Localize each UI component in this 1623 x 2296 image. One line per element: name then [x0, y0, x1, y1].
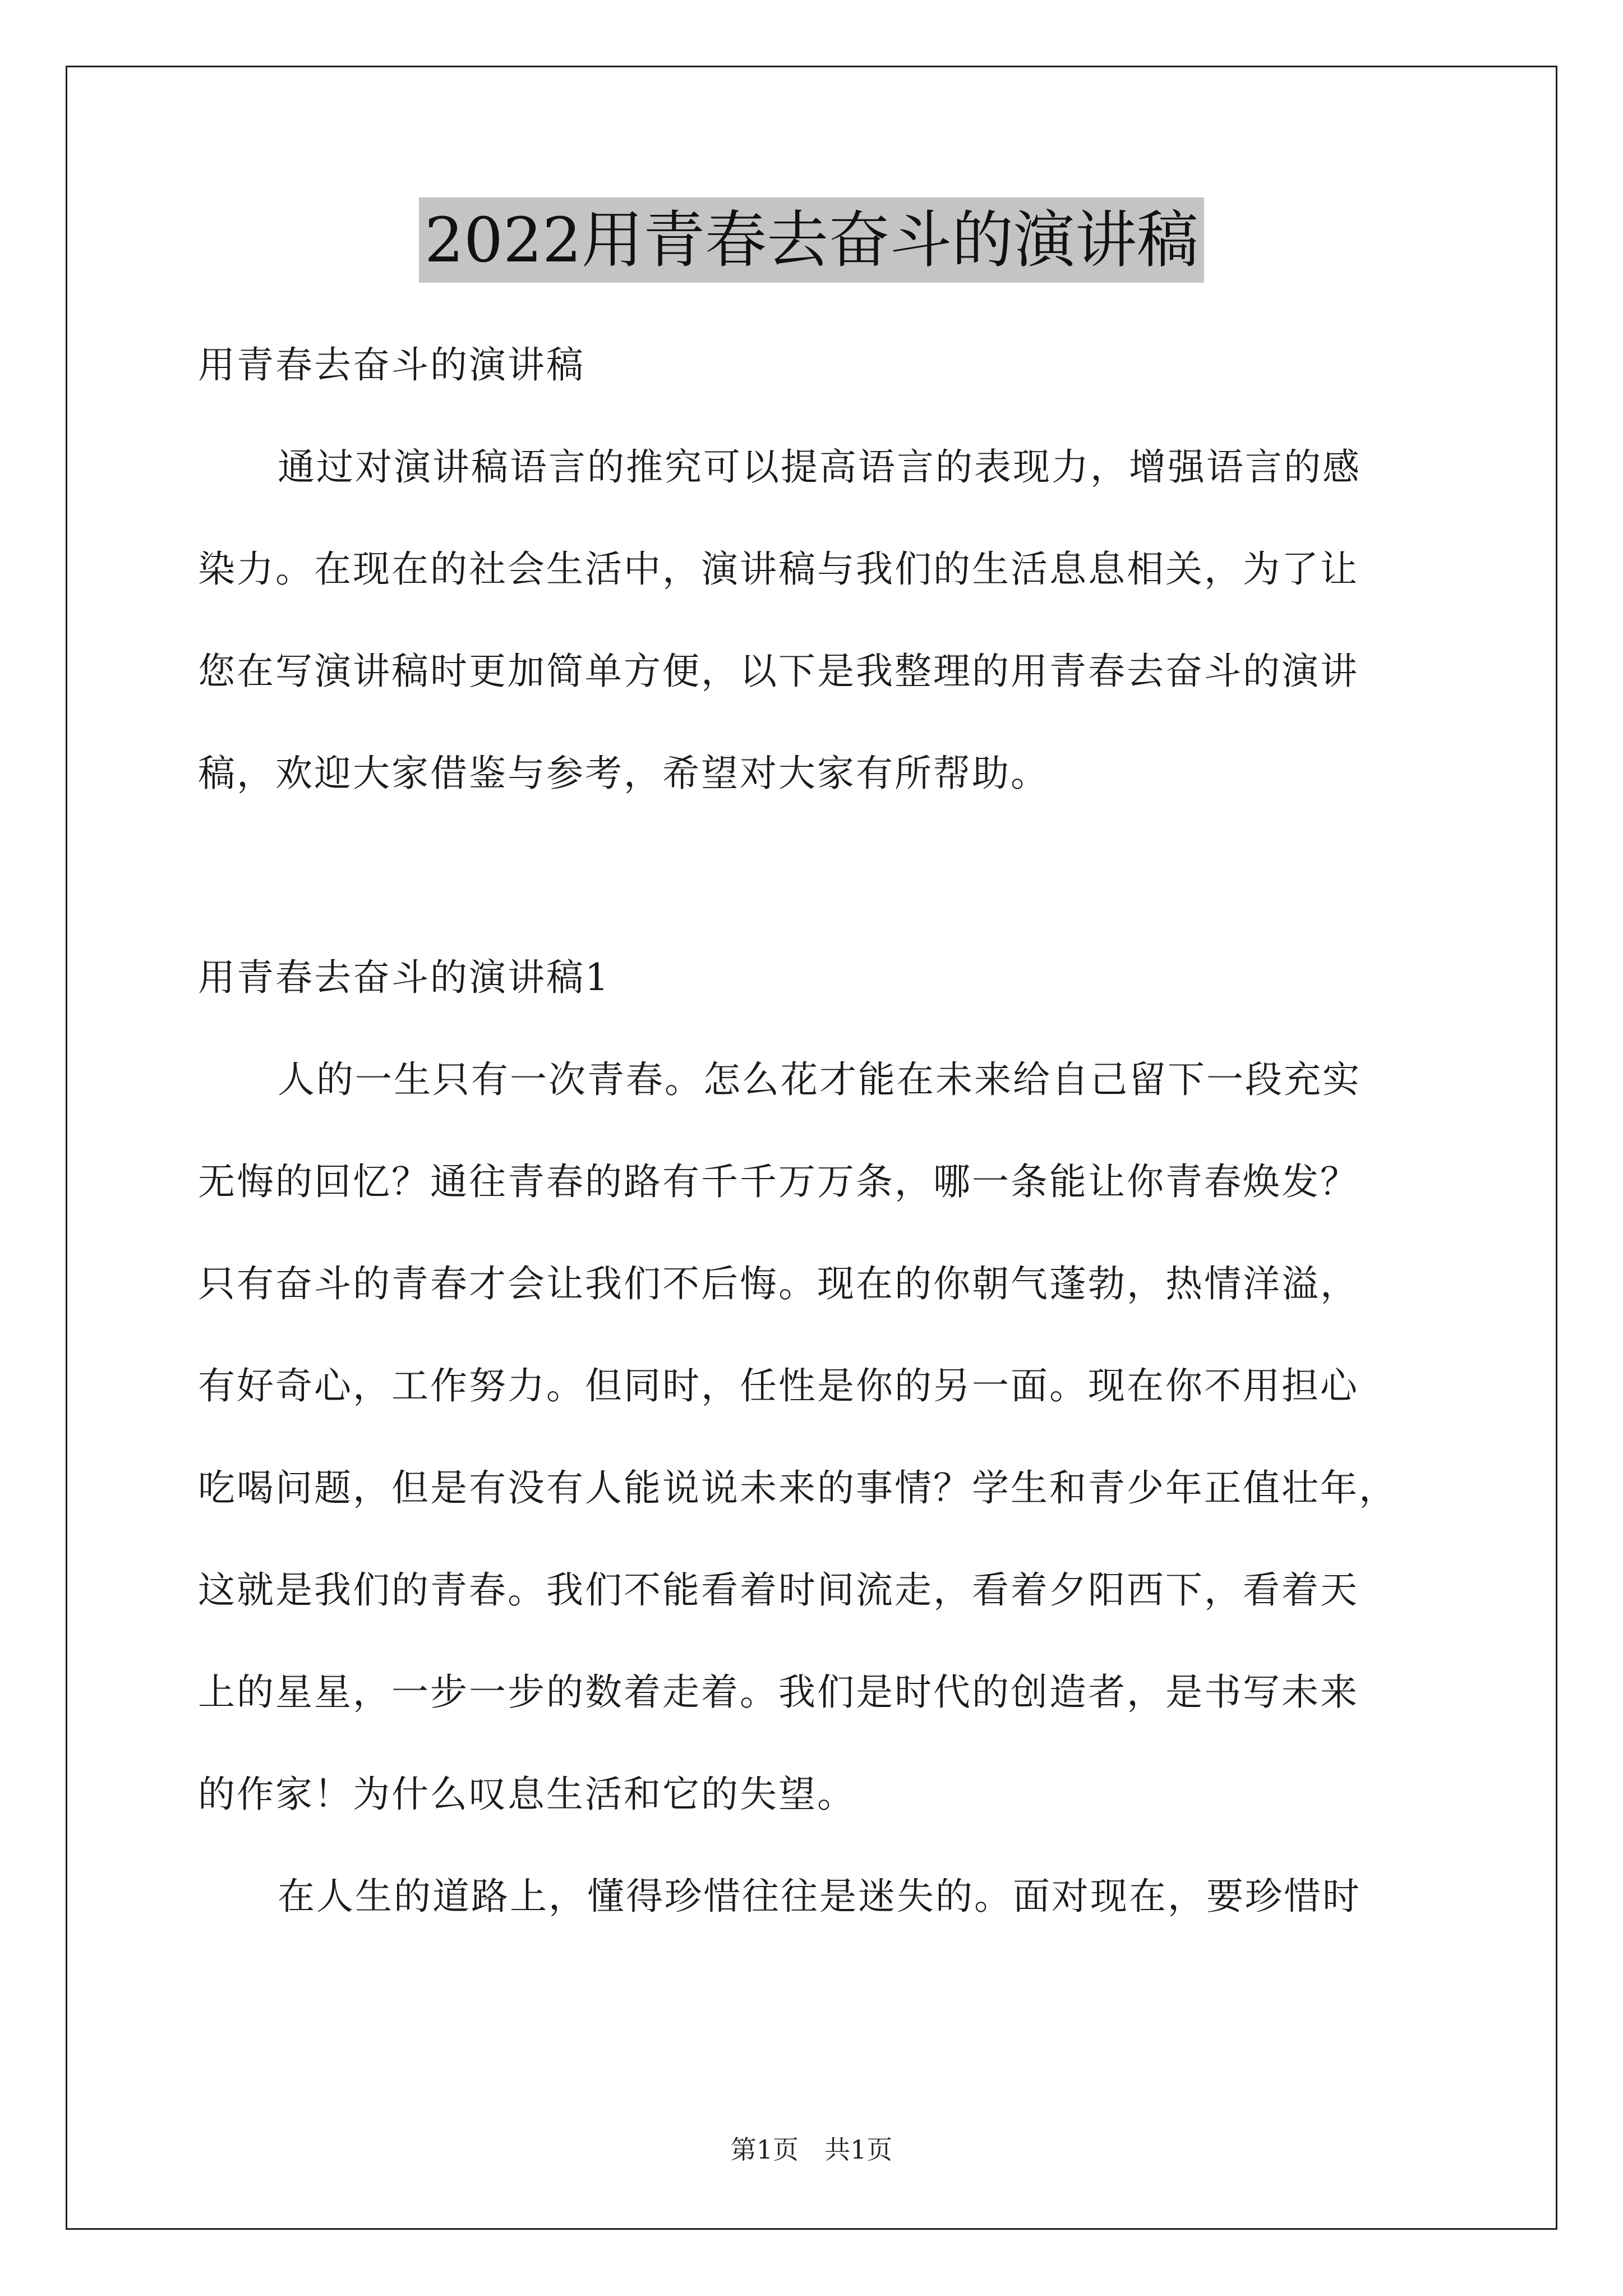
title-container — [0, 197, 1623, 283]
document-title: 2022用青春去奋斗的演讲稿 — [419, 197, 1204, 283]
section-heading: 用青春去奋斗的演讲稿1 — [198, 956, 610, 999]
body-paragraph-line: 上的星星，一步一步的数着走着。我们是时代的创造者，是书写未来 — [198, 1671, 1359, 1714]
body-paragraph-line: 的作家！为什么叹息生活和它的失望。 — [198, 1773, 856, 1816]
body-paragraph-line: 人的一生只有一次青春。怎么花才能在未来给自己留下一段充实 — [278, 1058, 1361, 1101]
page-footer: 第1页 共1页 — [730, 2134, 893, 2165]
body-paragraph-line: 无悔的回忆？通往青春的路有千千万万条，哪一条能让你青春焕发？ — [198, 1160, 1359, 1203]
document-body — [198, 314, 1449, 1948]
blank-line — [198, 825, 1449, 927]
body-paragraph-line: 这就是我们的青春。我们不能看着时间流走，看着夕阳西下，看着天 — [198, 1568, 1359, 1612]
intro-paragraph-line: 染力。在现在的社会生活中，演讲稿与我们的生活息息相关，为了让 — [198, 547, 1359, 591]
intro-paragraph-line: 您在写演讲稿时更加简单方便，以下是我整理的用青春去奋斗的演讲 — [198, 650, 1359, 693]
body-paragraph-line: 在人生的道路上，懂得珍惜往往是迷失的。面对现在，要珍惜时 — [278, 1875, 1361, 1918]
intro-paragraph-line: 稿，欢迎大家借鉴与参考，希望对大家有所帮助。 — [198, 752, 1049, 795]
body-paragraph-line: 有好奇心，工作努力。但同时，任性是你的另一面。现在你不用担心 — [198, 1364, 1359, 1407]
body-paragraph-line: 吃喝问题，但是有没有人能说说未来的事情？学生和青少年正值壮年， — [198, 1466, 1398, 1510]
body-paragraph-line: 只有奋斗的青春才会让我们不后悔。现在的你朝气蓬勃，热情洋溢， — [198, 1262, 1359, 1305]
intro-paragraph-line: 通过对演讲稿语言的推究可以提高语言的表现力，增强语言的感 — [278, 445, 1361, 489]
subtitle-line: 用青春去奋斗的演讲稿 — [198, 343, 585, 386]
